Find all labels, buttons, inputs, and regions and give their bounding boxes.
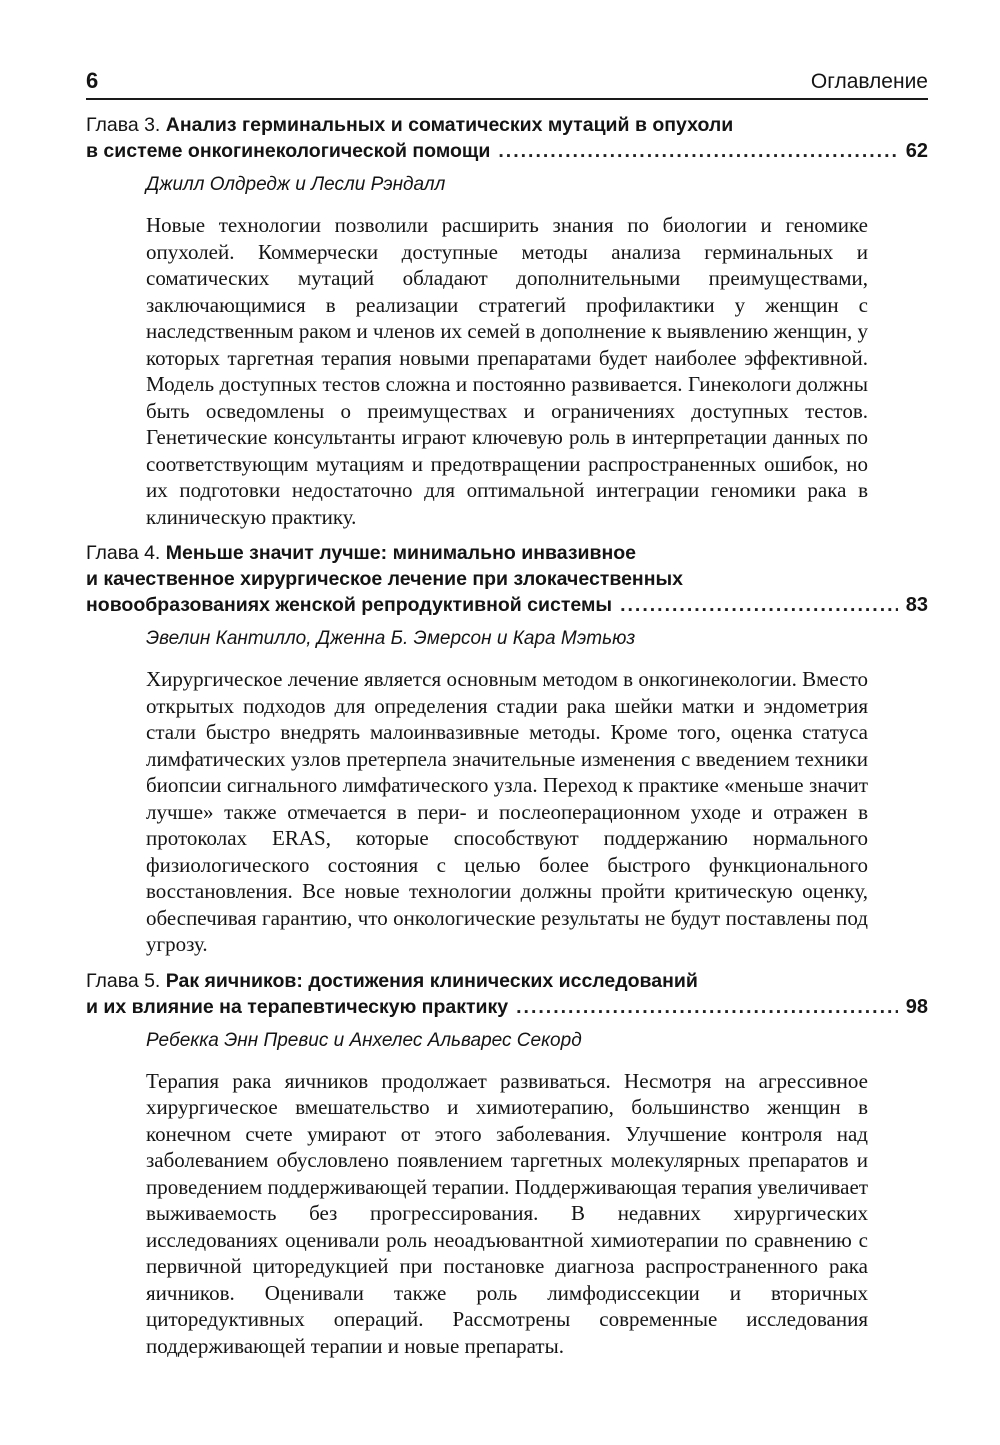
chapter-abstract: Новые технологии позволили расширить знания по биологии и геномике опухолей. Коммерчески доступные методы анализа герминальных и соматических мутаций обладают дополнительными преимуществами, заключающимися в реализации стратегий профилактики у женщин с наследственным раком и членов их семей в дополнение к выявлению женщин, у которых таргетная терапия новыми препаратами будет наиболее эффективной. Модель доступных тестов сложна и постоянно развивается. Гинекологи должны быть осведомлены о преимуществах и ограничениях доступных тестов. Генетические консультанты играют ключевую роль в интерпретации данных по соответствующим мутациям и предотвращении распространенных ошибок, но их подготовки недостаточно для оптимальной интеграции геномики рака в клиническую практику.: [146, 213, 868, 529]
chapter-title: [86, 112, 928, 164]
leader-dots: [498, 138, 897, 164]
chapter-abstract: Терапия рака яичников продолжает развиваться. Несмотря на агрессивное хирургическое вмешательство и химиотерапию, большинство женщин в конечном счете умирают от этого заболевания. Улучшение контроля над заболеванием обусловлено появлением таргетных молекулярных препаратов и проведением поддерживающей терапии. Поддерживающая терапия увеличивает выживаемость без прогрессирования. В недавних хирургических исследованиях оценивали роль неоадъювантной химиотерапии по сравнению с первичной циторедукцией при постановке диагноза распространенного рака яичников. Оценивали также роль лимфодиссекции и вторичных циторедуктивных операций. Рассмотрены современные исследования поддерживающей терапии и новые препараты.: [146, 1068, 868, 1358]
page-number: 6: [86, 68, 99, 93]
chapter-title-text: Анализ герминальных и соматических мутаций в опухоли: [165, 114, 734, 136]
chapter-title-line: [86, 592, 928, 618]
chapter-title-line: [86, 566, 928, 592]
toc-entry-chapter-4[interactable]: [86, 540, 928, 958]
chapter-title-line: [86, 138, 928, 164]
toc-entry-chapter-5[interactable]: [86, 968, 928, 1360]
chapter-page-number: 98: [905, 995, 928, 1018]
chapter-title-line: [86, 112, 928, 138]
chapter-title-line: [86, 994, 928, 1020]
section-title: Оглавление: [810, 70, 928, 93]
chapter-label: Глава 4.: [86, 542, 161, 564]
chapter-title-line: [86, 968, 928, 994]
chapter-label: Глава 5.: [86, 969, 161, 992]
chapter-title: [86, 540, 928, 618]
leader-dots: [620, 592, 898, 618]
chapter-title-text: новообразованиях женской репродуктивной системы: [86, 594, 613, 616]
chapter-title-text: Меньше значит лучше: минимально инвазивное: [165, 542, 637, 564]
chapter-title-text: в системе онкогинекологической помощи: [86, 140, 491, 162]
chapter-page-number: 83: [905, 594, 928, 616]
chapter-authors: Ребекка Энн Превис и Анхелес Альварес Секорд: [146, 1029, 582, 1051]
chapter-page-number: 62: [905, 140, 928, 162]
leader-dots: [516, 994, 898, 1020]
chapter-title-text: Рак яичников: достижения клинических исследований: [165, 969, 698, 992]
chapter-label: Глава 3.: [86, 114, 161, 136]
chapter-authors: Джилл Олдредж и Лесли Рэндалл: [146, 174, 446, 195]
chapter-title-line: [86, 540, 928, 566]
book-page: [86, 62, 928, 1359]
chapter-authors: Эвелин Кантилло, Дженна Б. Эмерсон и Кара Мэтьюз: [146, 628, 636, 649]
toc-entry-chapter-3[interactable]: [86, 112, 928, 530]
running-header: [86, 62, 928, 100]
chapter-title: [86, 968, 928, 1020]
chapter-abstract: Хирургическое лечение является основным методом в онкогинекологии. Вместо открытых подходов для определения стадии рака шейки матки и эндометрия стали быстро внедрять малоинвазивные методы. Кроме того, оценка статуса лимфатических узлов претерпела значительные изменения с введением техники биопсии сигнального лимфатического узла. Переход к практике «меньше значит лучше» также отмечается в пери- и послеоперационном уходе и отражен в протоколах ERAS, которые способствуют поддержанию нормального физиологического состояния с целью более быстрого функционального восстановления. Все новые технологии должны пройти критическую оценку, обеспечивая гарантию, что онкологические результаты не будут поставлены под угрозу.: [146, 667, 868, 956]
chapter-title-text: и их влияние на терапевтическую практику: [86, 995, 509, 1018]
chapter-title-text: и качественное хирургическое лечение при злокачественных: [86, 568, 683, 590]
